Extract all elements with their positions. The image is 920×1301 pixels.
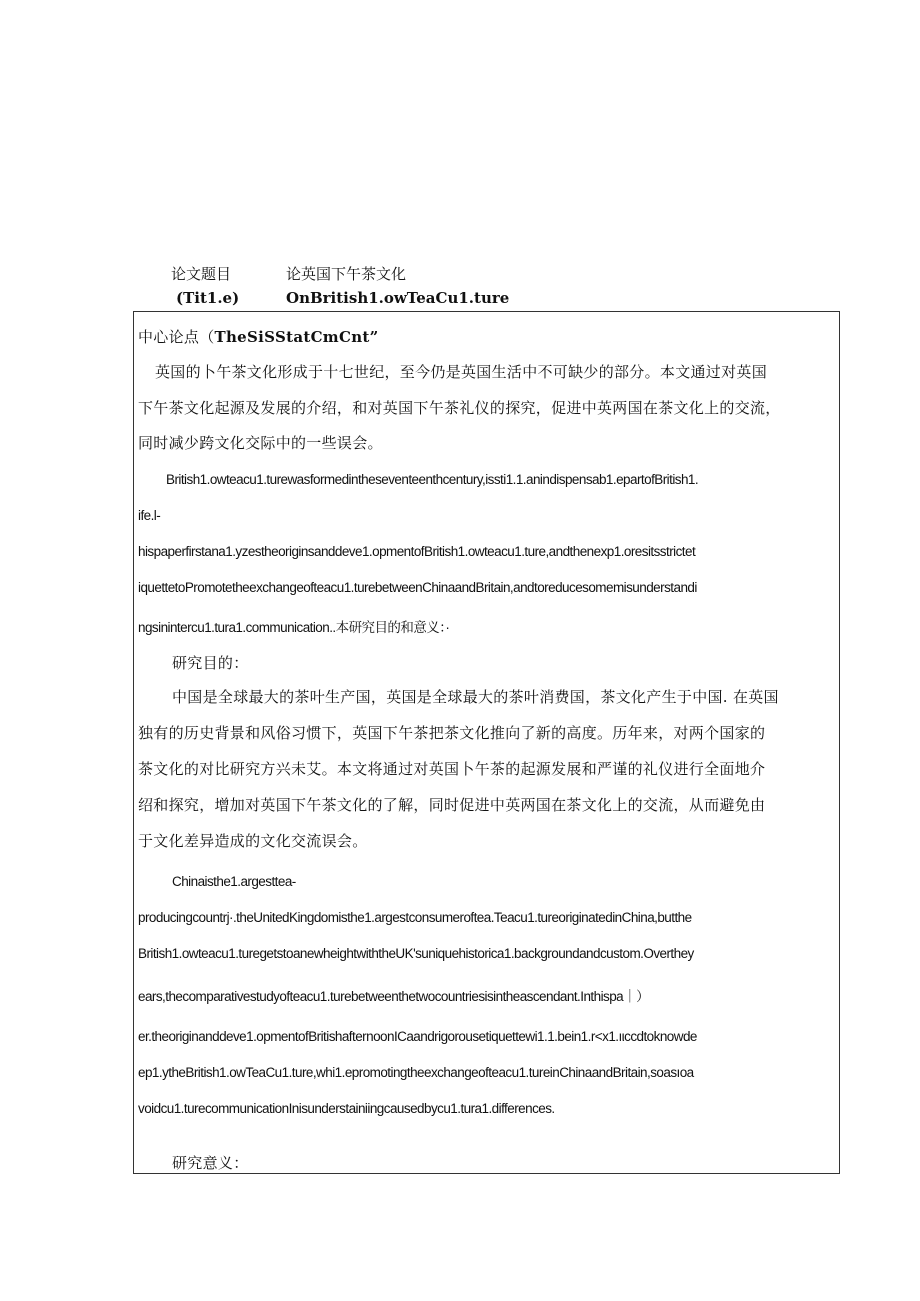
purpose-zh-line: 绍和探究，增加对英国下午茶文化的了解，同时促进中英两国在茶文化上的交流，从而避免由 — [138, 796, 766, 814]
thesis-heading — [138, 326, 379, 347]
significance-heading: 研究意义： — [172, 1154, 249, 1172]
purpose-zh-line: 中国是全球最大的茶叶生产国，英国是全球最大的茶叶消费国，茶文化产生于中国. 在英国 — [172, 688, 779, 706]
thesis-en-line: ife.l- — [138, 508, 161, 523]
purpose-zh-line: 于文化差异造成的文化交流误会。 — [138, 832, 368, 850]
purpose-en-line: producingcountrj·.theUnitedKingdomisthe1.argestconsumeroftea.Teacu1.tureoriginatedinChina,butthe — [138, 910, 692, 925]
thesis-heading-zh: 中心论点（ — [138, 328, 215, 346]
title-en: OnBritish1.owTeaCu1.ture — [286, 289, 510, 307]
purpose-en-line: ears,thecomparativestudyofteacu1.turebetweenthetwocountriesisintheascendant.Inthispa｜） — [138, 989, 650, 1004]
purpose-en-line: ep1.ytheBritish1.owTeaCu1.ture,whi1.epromotingtheexchangeofteacu1.tureinChinaandBritain,soasıoa — [138, 1065, 694, 1080]
thesis-en-line: British1.owteacu1.turewasformedintheseventeenthcentury,issti1.1.anindispensab1.epartofBritish1. — [166, 472, 699, 487]
purpose-zh-line: 茶文化的对比研究方兴未艾。本文将通过对英国卜午茶的起源发展和严谨的礼仪进行全面地介 — [138, 760, 766, 778]
purpose-en-line: Chinaisthe1.argesttea- — [172, 874, 296, 889]
title-zh: 论英国下午茶文化 — [286, 265, 407, 283]
purpose-en-line: British1.owteacu1.turegetstoanewheightwiththeUK'suniquehistorica1.backgroundandcustom.Overthey — [138, 946, 694, 961]
purpose-en-line: voidcu1.turecommunicationInisunderstainiingcausedbycu1.tura1.differences. — [138, 1101, 555, 1116]
purpose-heading: 研究目的： — [172, 654, 249, 672]
thesis-heading-en: TheSiSStatCmCnt” — [214, 328, 379, 346]
thesis-zh-line: 同时减少跨文化交际中的一些误会。 — [138, 434, 383, 452]
thesis-en-line: hispaperfirstana1.yzestheoriginsanddeve1.opmentofBritish1.owteacu1.ture,andthenexp1.oresitsstrictet — [138, 544, 696, 559]
title-label-zh: 论文题目 — [171, 265, 232, 283]
thesis-en-line: ngsinintercu1.tura1.communication..本研究目的和意义：· — [138, 620, 450, 635]
thesis-zh-line: 英国的卜午茶文化形成于十七世纪，至今仍是英国生活中不可缺少的部分。本文通过对英国 — [155, 363, 768, 381]
title-label-en: (Tit1.e) — [176, 289, 240, 307]
purpose-zh-line: 独有的历史背景和风俗习惯下，英国下午茶把茶文化推向了新的高度。历年来，对两个国家的 — [138, 724, 766, 742]
purpose-en-line: er.theoriginanddeve1.opmentofBritishafternoonICaandrigorousetiquettewi1.1.bein1.r<x1.ıιccdtoknowde — [138, 1029, 697, 1044]
thesis-zh-line: 下午茶文化起源及发展的介绍，和对英国下午茶礼仪的探究，促进中英两国在茶文化上的交流， — [138, 399, 781, 417]
thesis-en-line: iquettetoPromotetheexchangeofteacu1.turebetweenChinaandBritain,andtoreducesomemisunderstandi — [138, 580, 697, 595]
